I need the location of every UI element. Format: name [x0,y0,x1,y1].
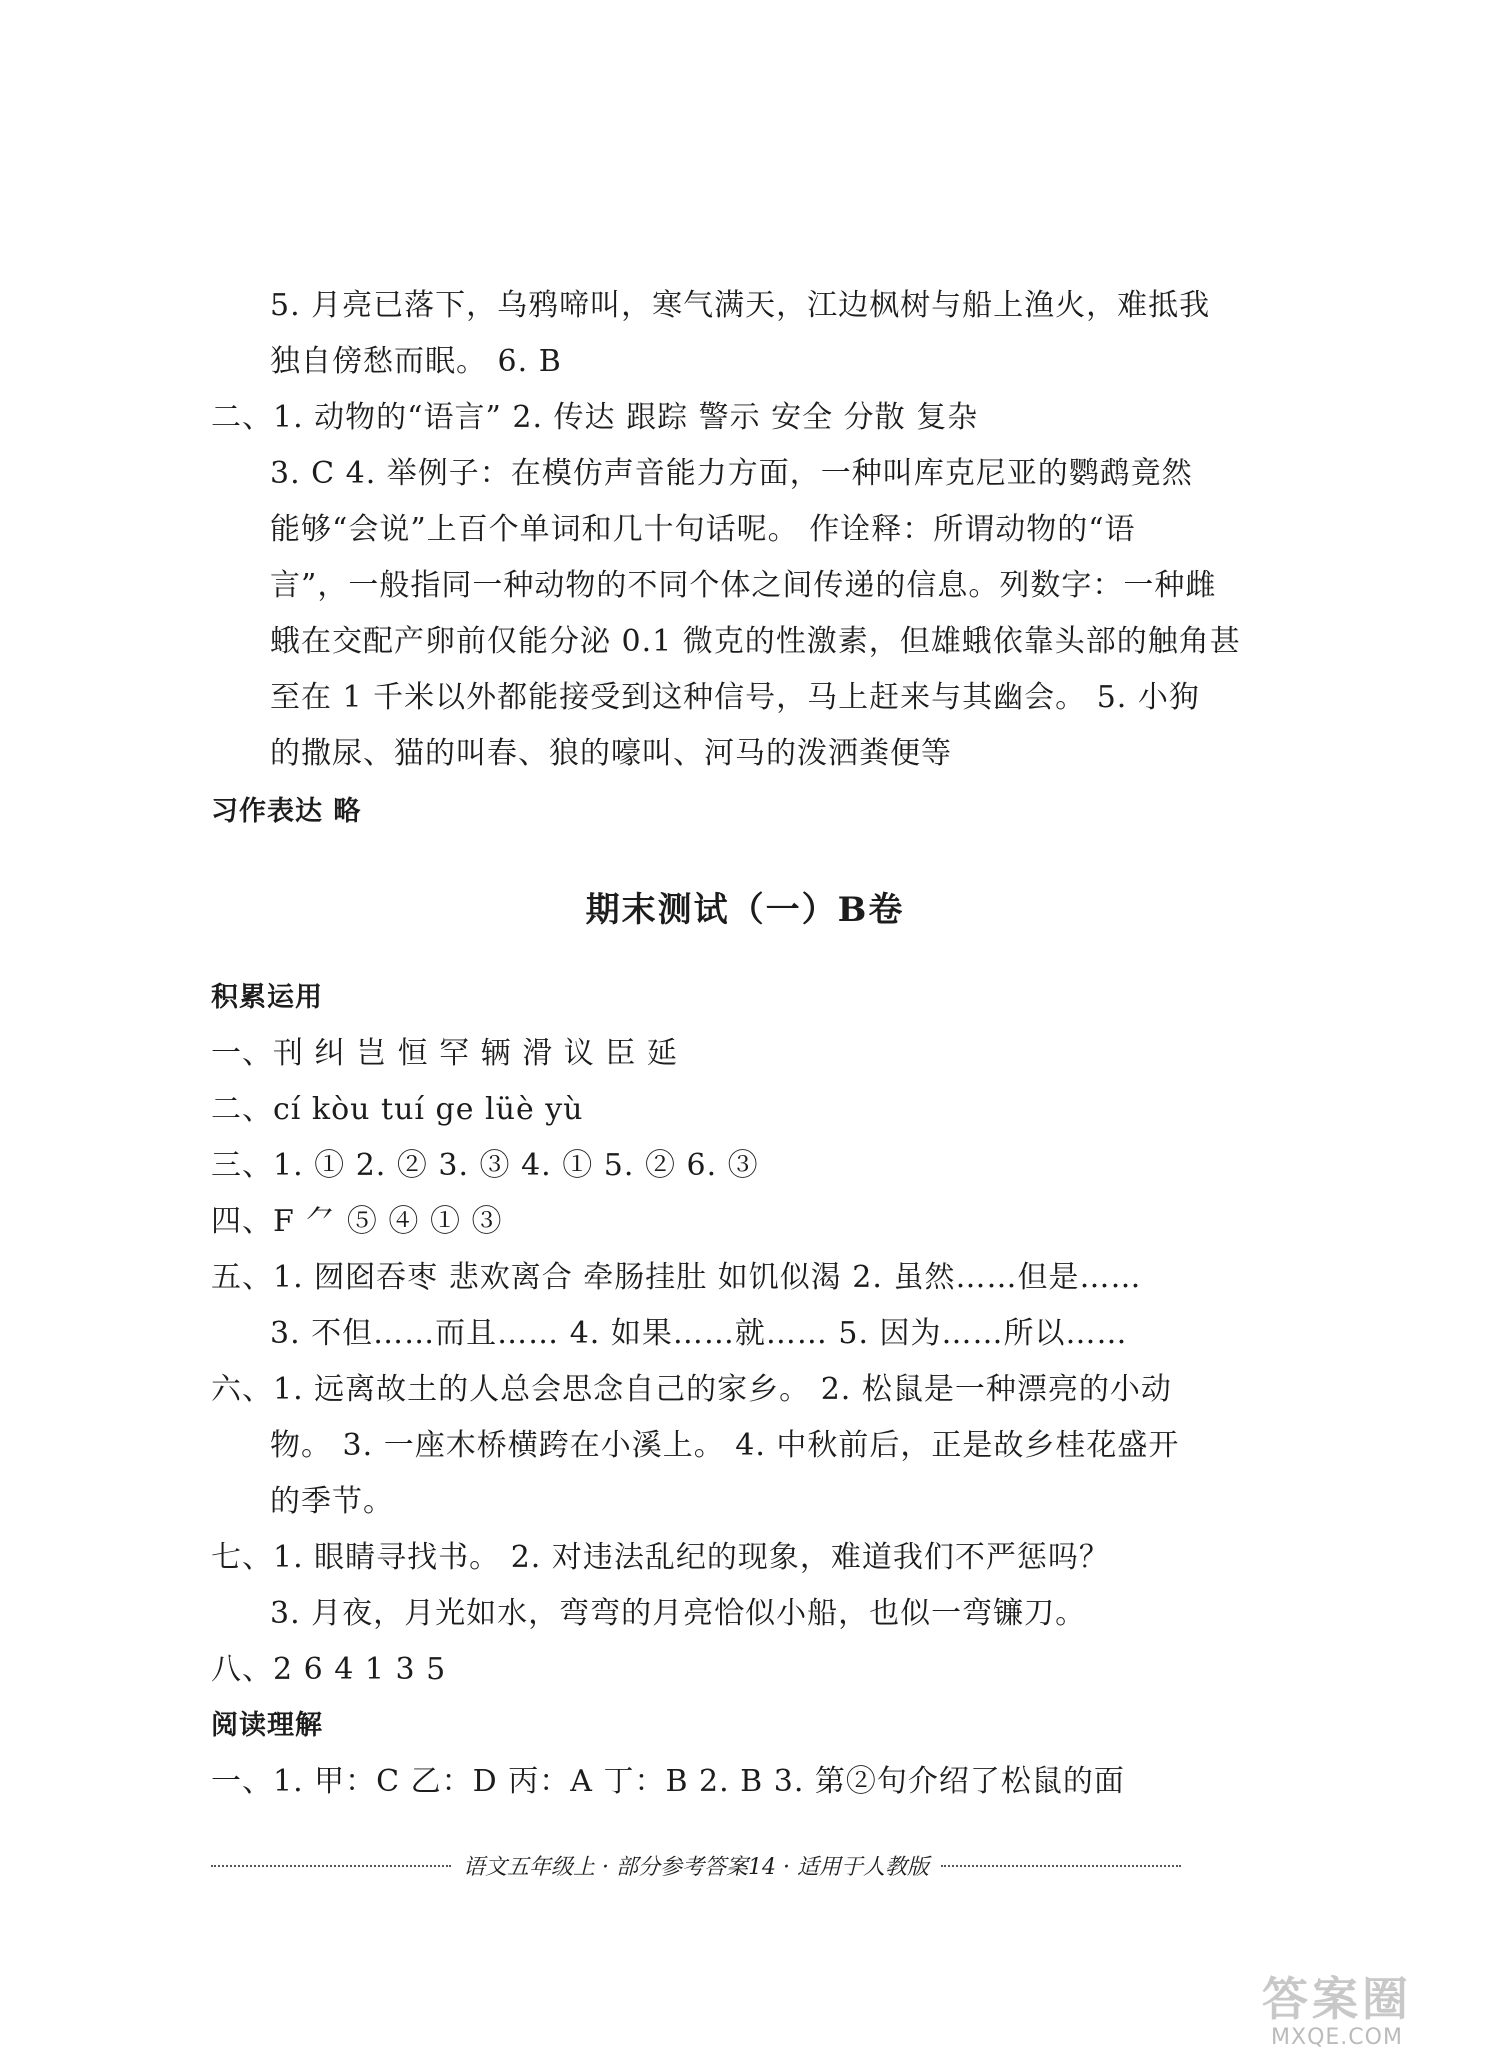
answer-line: 的季节。 [270,1484,394,1519]
answer-line: 八、2 6 4 1 3 5 [211,1652,447,1687]
watermark-mark: 答案圈 [1262,1972,1412,2026]
answer-line: 五、1. 囫囵吞枣 悲欢离合 牵肠挂肚 如饥似渴 2. 虽然……但是…… [211,1260,1142,1295]
answer-line: 言”，一般指同一种动物的不同个体之间传递的信息。列数字：一种雌 [270,568,1217,603]
answer-line: 一、刊 纠 岂 恒 罕 辆 滑 议 臣 延 [211,1036,678,1071]
answer-line: 3. 月夜，月光如水，弯弯的月亮恰似小船，也似一弯镰刀。 [270,1596,1087,1631]
answer-line: 3. 不但……而且…… 4. 如果……就…… 5. 因为……所以…… [270,1316,1128,1351]
section-heading: 习作表达 略 [211,796,362,827]
footer-rule-left [211,1865,451,1867]
answer-line: 至在 1 千米以外都能接受到这种信号，马上赶来与其幽会。 5. 小狗 [270,680,1200,715]
answer-line: 六、1. 远离故土的人总会思念自己的家乡。 2. 松鼠是一种漂亮的小动 [211,1372,1172,1407]
answer-line: 七、1. 眼睛寻找书。 2. 对违法乱纪的现象，难道我们不严惩吗？ [211,1540,1110,1575]
footer-text: 语文五年级上 · 部分参考答案14 · 适用于人教版 [463,1854,929,1880]
answer-line: 能够“会说”上百个单词和几十句话呢。 作诠释：所谓动物的“语 [270,512,1136,547]
answer-line: 3. C 4. 举例子：在模仿声音能力方面，一种叫库克尼亚的鹦鹉竟然 [270,456,1193,491]
answer-line: 二、1. 动物的“语言” 2. 传达 跟踪 警示 安全 分散 复杂 [211,400,979,435]
page-title: 期末测试（一）B卷 [585,890,905,930]
answer-line: 5. 月亮已落下，乌鸦啼叫，寒气满天，江边枫树与船上渔火，难抵我 [270,288,1211,323]
answer-line: 四、F ⺈ ⑤ ④ ① ③ [211,1204,503,1239]
watermark-url: MXQE.COM [1271,2025,1403,2050]
section-heading: 阅读理解 [211,1710,323,1741]
section-heading: 积累运用 [211,982,323,1013]
page-footer [211,1848,1181,1882]
answer-line: 三、1. ① 2. ② 3. ③ 4. ① 5. ② 6. ③ [211,1148,759,1183]
answer-line: 独自傍愁而眠。 6. B [270,344,562,379]
footer-rule-right [941,1865,1181,1867]
answer-line: 一、1. 甲：C 乙：D 丙：A 丁：B 2. B 3. 第②句介绍了松鼠的面 [211,1764,1125,1799]
answer-line: 蛾在交配产卵前仅能分泌 0.1 微克的性激素，但雄蛾依靠头部的触角甚 [270,624,1241,659]
answer-line: 二、cí kòu tuí ge lüè yù [211,1092,584,1127]
answer-line: 物。 3. 一座木桥横跨在小溪上。 4. 中秋前后，正是故乡桂花盛开 [270,1428,1180,1463]
answer-line: 的撒尿、猫的叫春、狼的嚎叫、河马的泼洒粪便等 [270,736,952,771]
watermark-logo [1202,1955,1472,2051]
